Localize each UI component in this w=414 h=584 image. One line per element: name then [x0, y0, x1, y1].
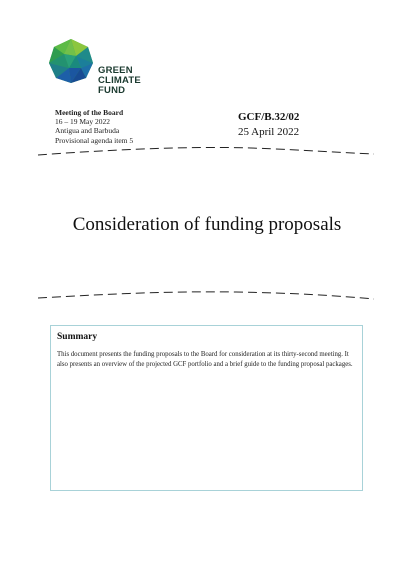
logo-line-2: CLIMATE	[98, 75, 141, 86]
meeting-agenda-item: Provisional agenda item 5	[55, 135, 134, 145]
logo-line-1: GREEN	[98, 65, 133, 76]
summary-box	[50, 325, 363, 491]
document-title: Consideration of funding proposals	[72, 214, 342, 235]
logo-wordmark	[98, 66, 141, 96]
meeting-dates: 16 – 19 May 2022	[55, 117, 110, 127]
document-number: GCF/B.32/02	[238, 111, 300, 123]
summary-text: This document presents the funding proposals to the Board for consideration at its thirty-second meeting. It also presents an overview of the projected GCF portfolio and a brief guide to the funding proposal packages.	[57, 351, 353, 368]
meeting-info	[55, 108, 133, 145]
summary-heading: Summary	[57, 332, 98, 342]
header-divider	[36, 146, 376, 160]
meeting-location: Antigua and Barbuda	[55, 126, 120, 136]
gcf-logo	[48, 38, 148, 98]
document-info	[238, 110, 299, 140]
meeting-title: Meeting of the Board	[55, 108, 124, 117]
document-date: 25 April 2022	[238, 126, 300, 138]
logo-line-3: FUND	[98, 85, 126, 96]
globe-icon	[48, 38, 94, 84]
title-divider	[36, 288, 376, 302]
